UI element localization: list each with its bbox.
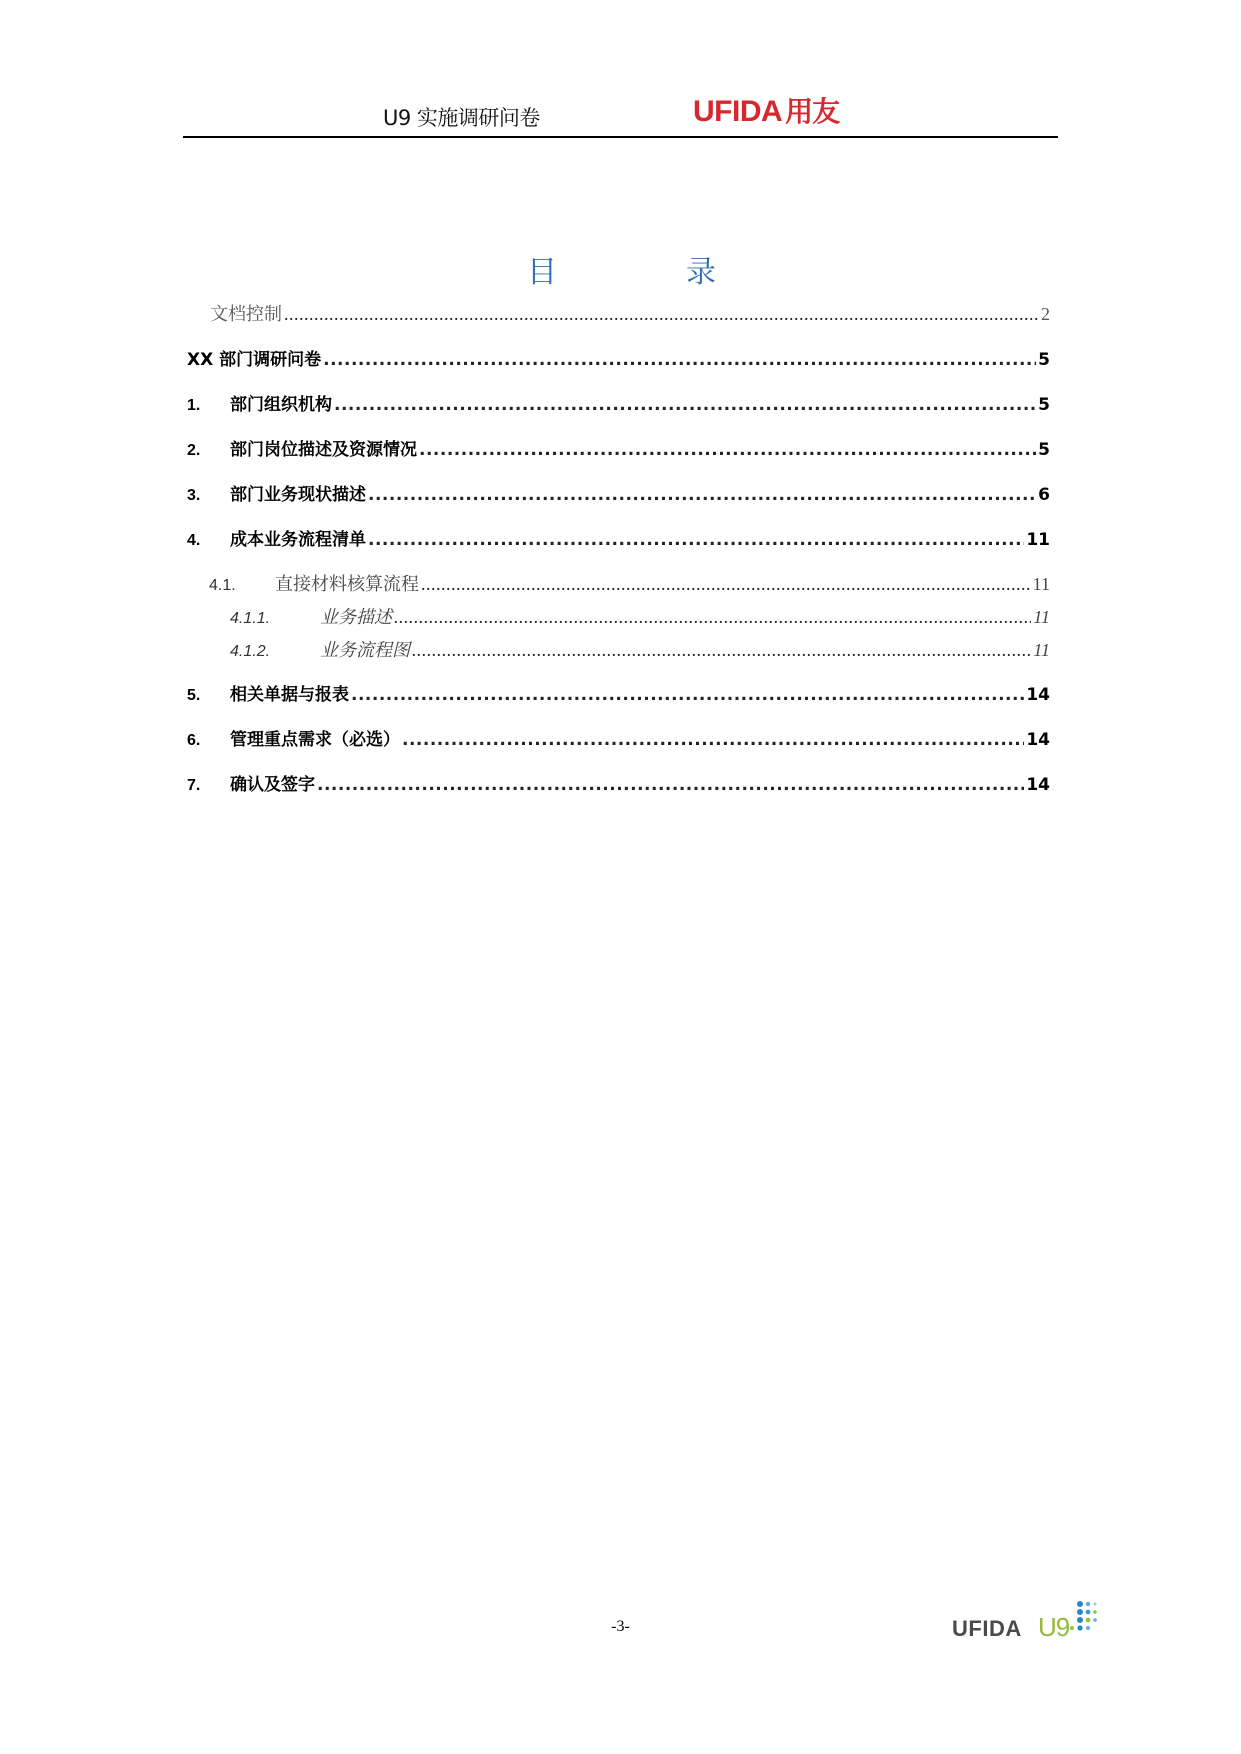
ufida-u9-logo — [952, 1600, 1102, 1640]
toc-entry-page: 14 — [1026, 730, 1050, 750]
toc-entry-page: 11 — [1026, 530, 1050, 550]
toc-entry-label: 业务流程图 — [320, 640, 410, 660]
page-number: -3- — [611, 1618, 630, 1635]
toc-entry-page: 14 — [1026, 685, 1050, 705]
toc-leader — [284, 304, 1039, 325]
toc-leader — [402, 730, 1024, 750]
toc-entry-label: 部门组织机构 — [230, 395, 332, 415]
toc-entry-page: 11 — [1032, 574, 1050, 594]
toc-leader — [419, 440, 1036, 460]
toc-entry-page: 5 — [1038, 350, 1050, 370]
toc-entry-label: 成本业务流程清单 — [230, 530, 366, 550]
toc-entry-label: 业务描述 — [320, 607, 392, 627]
toc-entry-number: 3. — [187, 487, 201, 504]
toc-entry-5[interactable] — [187, 680, 1050, 705]
toc-entry-number: 2. — [187, 442, 201, 459]
toc-leader — [421, 574, 1031, 595]
toc-entry-1[interactable] — [187, 390, 1050, 415]
footer-logo-text: UFIDA — [952, 1616, 1022, 1641]
toc-entry-page: 5 — [1038, 440, 1050, 460]
toc-leader — [368, 485, 1036, 505]
toc-leader — [368, 530, 1024, 550]
toc-leader — [317, 775, 1024, 795]
toc-heading-left: 目 — [527, 255, 557, 290]
toc-entry-number: 5. — [187, 687, 201, 704]
toc-heading — [0, 247, 1241, 290]
toc-entry-6[interactable] — [187, 725, 1050, 750]
toc-leader — [412, 640, 1031, 661]
toc-entry-label: XX 部门调研问卷 — [187, 350, 322, 370]
toc-entry-page: 5 — [1038, 395, 1050, 415]
ufida-logo — [693, 90, 839, 130]
toc-entry-page: 11 — [1033, 640, 1050, 660]
toc-entry-4-1-1[interactable] — [230, 603, 1050, 629]
toc-entry-label: 确认及签字 — [230, 775, 315, 795]
toc-entry-number: 6. — [187, 732, 201, 749]
toc-entry-label: 文档控制 — [210, 304, 282, 324]
toc-entry-number: 4. — [187, 532, 201, 549]
toc-entry-label: 直接材料核算流程 — [275, 574, 419, 594]
ufida-logo-text: UFIDA — [693, 95, 783, 128]
toc-leader — [394, 607, 1031, 628]
toc-entry-document-control[interactable] — [210, 300, 1050, 326]
toc-leader — [323, 350, 1036, 370]
toc-entry-number: 7. — [187, 777, 201, 794]
toc-entry-label: 管理重点需求（必选） — [230, 730, 400, 750]
footer-logo-u9: U9 — [1038, 1612, 1070, 1642]
toc-leader — [334, 395, 1036, 415]
toc-entry-page: 2 — [1041, 304, 1050, 324]
toc-heading-right: 录 — [686, 255, 716, 290]
toc-entry-3[interactable] — [187, 480, 1050, 505]
toc-entry-number: 4.1.1. — [230, 610, 271, 627]
ufida-logo-cn: 用友 — [785, 95, 840, 128]
toc-entry-number: 1. — [187, 397, 201, 414]
toc-entry-4[interactable] — [187, 525, 1050, 550]
toc-entry-7[interactable] — [187, 770, 1050, 795]
page-header — [183, 82, 1058, 138]
toc-entry-4-1-2[interactable] — [230, 636, 1050, 662]
toc-entry-page: 6 — [1038, 485, 1050, 505]
dot-matrix-icon — [1068, 1600, 1102, 1636]
toc-entry-4-1[interactable] — [209, 570, 1050, 596]
toc-entry-number: 4.1. — [209, 577, 236, 594]
toc-entry-label: 部门岗位描述及资源情况 — [230, 440, 417, 460]
toc-entry-label: 相关单据与报表 — [230, 685, 349, 705]
toc-entry-page: 14 — [1026, 775, 1050, 795]
toc-entry-label: 部门业务现状描述 — [230, 485, 366, 505]
document-title: U9 实施调研问卷 — [383, 106, 540, 130]
toc-leader — [351, 685, 1024, 705]
toc-entry-page: 11 — [1033, 607, 1050, 627]
toc-entry-2[interactable] — [187, 435, 1050, 460]
toc-entry-xx-survey[interactable] — [187, 345, 1050, 370]
toc-entry-number: 4.1.2. — [230, 643, 271, 660]
